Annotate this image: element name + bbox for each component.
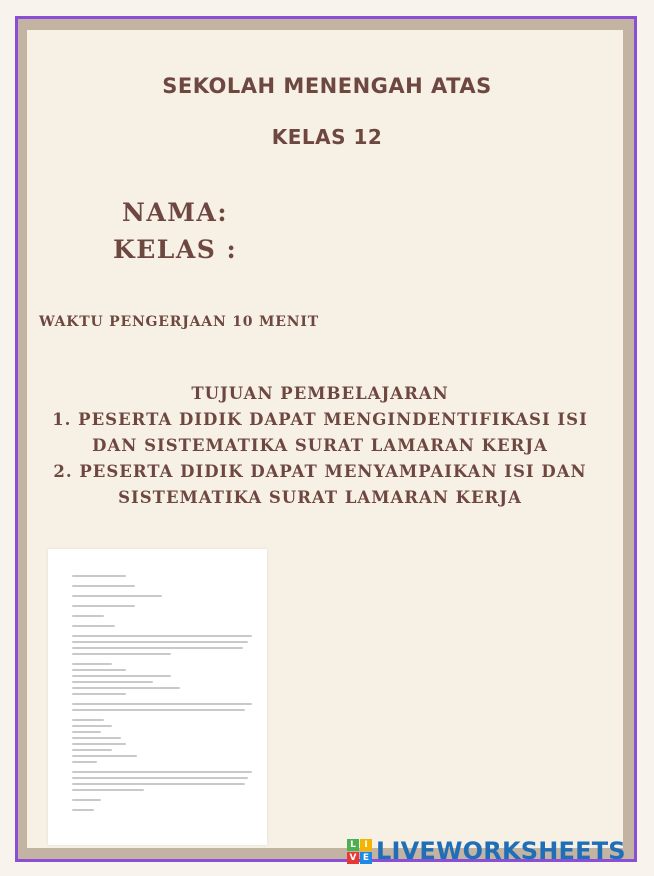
logo-text: LIVEWORKSHEETS [376,837,626,865]
name-label: NAMA: [122,198,229,227]
logo-letter-l: L [347,839,359,851]
time-note: WAKTU PENGERJAAN 10 MENIT [39,314,319,330]
objective-2-line-1: 2. PESERTA DIDIK DAPAT MENYAMPAIKAN ISI DAN [53,462,587,481]
objective-1-line-2: DAN SISTEMATIKA SURAT LAMARAN KERJA [92,436,548,455]
liveworksheets-icon [347,839,372,864]
logo-letter-i: I [360,839,372,851]
objectives-title: TUJUAN PEMBELAJARAN [191,384,449,403]
class-label: KELAS : [113,235,238,264]
class-level-title: KELAS 12 [271,125,383,149]
school-title: SEKOLAH MENENGAH ATAS [162,74,492,98]
letter-text-lines [72,575,252,815]
learning-objectives [0,381,640,511]
objective-2-line-2: SISTEMATIKA SURAT LAMARAN KERJA [118,488,522,507]
logo-letter-e: E [360,852,372,864]
objective-1-line-1: 1. PESERTA DIDIK DAPAT MENGINDENTIFIKASI ISI [52,410,588,429]
sample-application-letter-image [48,549,267,845]
logo-letter-v: V [347,852,359,864]
liveworksheets-logo [347,837,626,865]
